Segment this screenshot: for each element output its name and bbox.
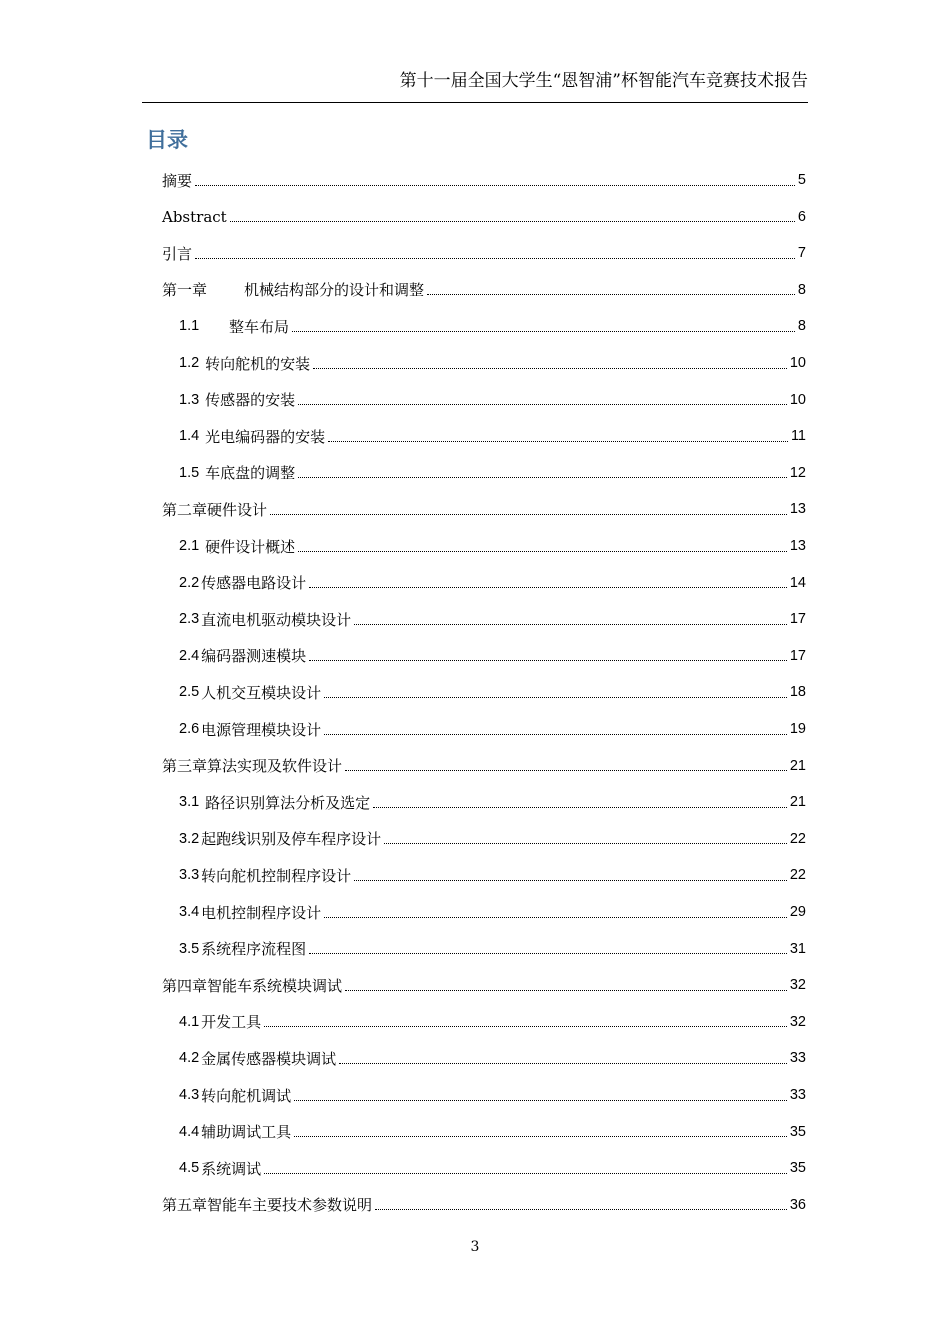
toc-entry-page: 12 (789, 464, 806, 481)
toc-entry-page: 21 (789, 757, 806, 774)
toc-leader-dots (294, 1136, 787, 1137)
toc-section-number: 1.1 (179, 318, 200, 335)
toc-section-number: 2.4 (179, 647, 200, 664)
toc-title: 目录 (146, 128, 188, 152)
toc-entry-text: 引言 (162, 244, 193, 263)
toc-entry-page: 14 (789, 574, 806, 591)
toc-entry-text: 光电编码器的安装 (205, 427, 326, 446)
toc-entry-text: 人机交互模块设计 (201, 683, 322, 702)
toc-section-number: 4.1 (179, 1013, 200, 1030)
toc-leader-dots (309, 660, 787, 661)
toc-entry-chapter[interactable] (162, 272, 806, 308)
toc-entry-section[interactable] (179, 1150, 806, 1186)
toc-entry-page: 29 (789, 904, 806, 920)
toc-entry-page: 6 (797, 208, 806, 225)
toc-leader-dots (345, 770, 787, 771)
toc-section-number: 3.4 (179, 904, 200, 920)
toc-entry-page: 13 (789, 538, 806, 554)
toc-entry-text: Abstract (162, 207, 227, 226)
toc-section-number: 1.2 (179, 355, 200, 371)
toc-section-number: 2.5 (179, 684, 200, 701)
page-header (142, 62, 808, 103)
toc-section-number: 4.3 (179, 1087, 200, 1103)
toc-section-number: 3.3 (179, 867, 200, 884)
toc-entry-section[interactable] (179, 857, 806, 893)
toc-entry-page: 5 (797, 172, 806, 188)
toc-entry-section[interactable] (179, 1077, 806, 1113)
toc-leader-dots (264, 1173, 787, 1174)
toc-entry-page: 33 (789, 1087, 806, 1103)
toc-entry-section[interactable] (179, 601, 806, 637)
toc-section-number: 1.5 (179, 464, 200, 481)
toc-section-number: 2.3 (179, 611, 200, 628)
toc-entry-text: 金属传感器模块调试 (201, 1049, 337, 1068)
toc-leader-dots (294, 1100, 787, 1101)
toc-entry-text: 系统调试 (201, 1159, 262, 1178)
toc-entry-page: 10 (789, 355, 806, 371)
toc-entry-text: 辅助调试工具 (201, 1123, 292, 1142)
toc-entry-page: 17 (789, 647, 806, 664)
toc-entry-chapter[interactable] (162, 967, 806, 1003)
toc-entry-page: 13 (789, 501, 806, 518)
toc-entry-section[interactable] (179, 784, 806, 820)
toc-entry-section[interactable] (179, 528, 806, 564)
toc-entry-text: 直流电机驱动模块设计 (201, 610, 352, 629)
toc-entry-page: 19 (789, 721, 806, 737)
toc-entry-text: 转向舵机的安装 (205, 354, 311, 373)
toc-section-number: 4.2 (179, 1050, 200, 1067)
toc-entry-text: 第四章智能车系统模块调试 (162, 976, 343, 995)
toc-entry-section[interactable] (179, 1004, 806, 1040)
toc-leader-dots (264, 1026, 787, 1027)
toc-leader-dots (324, 917, 787, 918)
toc-entry-page: 11 (790, 428, 806, 445)
toc-leader-dots (354, 624, 787, 625)
toc-entry-page: 32 (789, 1013, 806, 1030)
toc-entry-page: 32 (789, 977, 806, 994)
toc-entry-text: 转向舵机调试 (201, 1086, 292, 1105)
toc-entry-text: 转向舵机控制程序设计 (201, 866, 352, 885)
toc-entry-section[interactable] (179, 565, 806, 601)
toc-entry-page: 31 (789, 940, 806, 957)
page-number: 3 (470, 1239, 480, 1255)
toc-section-number: 2.2 (179, 574, 200, 591)
toc-entry-text: 第三章算法实现及软件设计 (162, 757, 343, 776)
toc-leader-dots (292, 331, 795, 332)
toc-leader-dots (298, 551, 787, 552)
toc-entry-section[interactable] (179, 418, 806, 454)
toc-section-number: 3.2 (179, 830, 200, 847)
toc-entry-page: 18 (789, 684, 806, 701)
toc-leader-dots (373, 807, 787, 808)
toc-entry-text: 编码器测速模块 (201, 647, 307, 666)
toc-entry-section[interactable] (179, 1040, 806, 1076)
toc-entry-text: 电机控制程序设计 (201, 903, 322, 922)
toc-entry-section[interactable] (179, 308, 806, 344)
toc-leader-dots (328, 441, 788, 442)
toc-entry-section[interactable] (179, 638, 806, 674)
toc-section-number: 2.1 (179, 538, 200, 554)
toc-leader-dots (375, 1209, 787, 1210)
toc-section-number: 4.5 (179, 1160, 200, 1177)
toc-leader-dots (345, 990, 787, 991)
toc-entry-page: 21 (789, 794, 806, 811)
toc-entry-page: 17 (789, 611, 806, 628)
toc-entry-chapter[interactable] (162, 748, 806, 784)
toc-entry-section[interactable] (179, 931, 806, 967)
toc-entry-text: 机械结构部分的设计和调整 (244, 281, 425, 300)
toc-entry-text: 车底盘的调整 (205, 464, 296, 483)
toc-entry-page: 10 (789, 391, 806, 408)
toc-entry-text: 电源管理模块设计 (201, 720, 322, 739)
toc-leader-dots (309, 953, 787, 954)
toc-entry-text: 整车布局 (229, 317, 290, 336)
toc-entry-text: 开发工具 (201, 1013, 262, 1032)
toc-leader-dots (195, 258, 795, 259)
toc-leader-dots (270, 514, 787, 515)
toc-leader-dots (298, 477, 787, 478)
toc-leader-dots (309, 587, 787, 588)
toc-leader-dots (354, 880, 787, 881)
toc-entry-text: 摘要 (162, 171, 193, 190)
toc-entry-text: 路径识别算法分析及选定 (205, 793, 371, 812)
toc-entry-text: 系统程序流程图 (201, 940, 307, 959)
toc-entry-chapter[interactable] (162, 491, 806, 527)
toc-entry-section[interactable] (179, 455, 806, 491)
toc-entry-page: 22 (789, 830, 806, 847)
toc-entry-text: 硬件设计概述 (205, 537, 296, 556)
toc-entry-section[interactable] (179, 711, 806, 747)
toc-entry[interactable] (162, 199, 806, 235)
toc-entry-page: 7 (797, 245, 806, 262)
toc-section-number: 3.5 (179, 940, 200, 957)
toc-entry-page: 35 (789, 1160, 806, 1177)
toc-entry[interactable] (162, 235, 806, 271)
toc-leader-dots (195, 185, 795, 186)
toc-section-number: 3.1 (179, 794, 200, 811)
toc-leader-dots (384, 843, 787, 844)
toc-leader-dots (427, 294, 795, 295)
toc-entry-section[interactable] (179, 382, 806, 418)
toc-entry-page: 35 (789, 1123, 806, 1140)
toc-section-number: 1.3 (179, 391, 200, 408)
toc-entry-text: 传感器的安装 (205, 391, 296, 410)
toc-section-number: 2.6 (179, 721, 200, 737)
toc-entry-text: 传感器电路设计 (201, 574, 307, 593)
toc-leader-dots (324, 697, 787, 698)
toc-leader-dots (230, 221, 795, 222)
toc-entry[interactable] (162, 162, 806, 198)
toc-section-number: 1.4 (179, 428, 200, 445)
toc-entry-text: 第二章硬件设计 (162, 500, 268, 519)
toc-leader-dots (324, 734, 787, 735)
toc-entry-section[interactable] (179, 345, 806, 381)
toc-entry-page: 22 (789, 867, 806, 884)
toc-chapter-label: 第一章 (162, 281, 208, 300)
toc-entry-section[interactable] (179, 894, 806, 930)
toc-entry-text: 起跑线识别及停车程序设计 (201, 830, 382, 849)
toc-leader-dots (313, 368, 787, 369)
toc-entry-page: 33 (789, 1050, 806, 1067)
toc-leader-dots (339, 1063, 787, 1064)
toc-entry-section[interactable] (179, 674, 806, 710)
toc-entry-text: 第五章智能车主要技术参数说明 (162, 1196, 373, 1215)
toc-leader-dots (298, 404, 787, 405)
toc-section-number: 4.4 (179, 1123, 200, 1140)
toc-entry-page: 8 (797, 281, 806, 298)
toc-entry-page: 36 (789, 1196, 806, 1213)
toc-entry-section[interactable] (179, 821, 806, 857)
header-title: 第十一届全国大学生“恩智浦”杯智能汽车竞赛技术报告 (399, 71, 808, 91)
toc-entry-page: 8 (797, 318, 806, 335)
toc-entry-chapter[interactable] (162, 1187, 806, 1223)
toc-entry-section[interactable] (179, 1114, 806, 1150)
